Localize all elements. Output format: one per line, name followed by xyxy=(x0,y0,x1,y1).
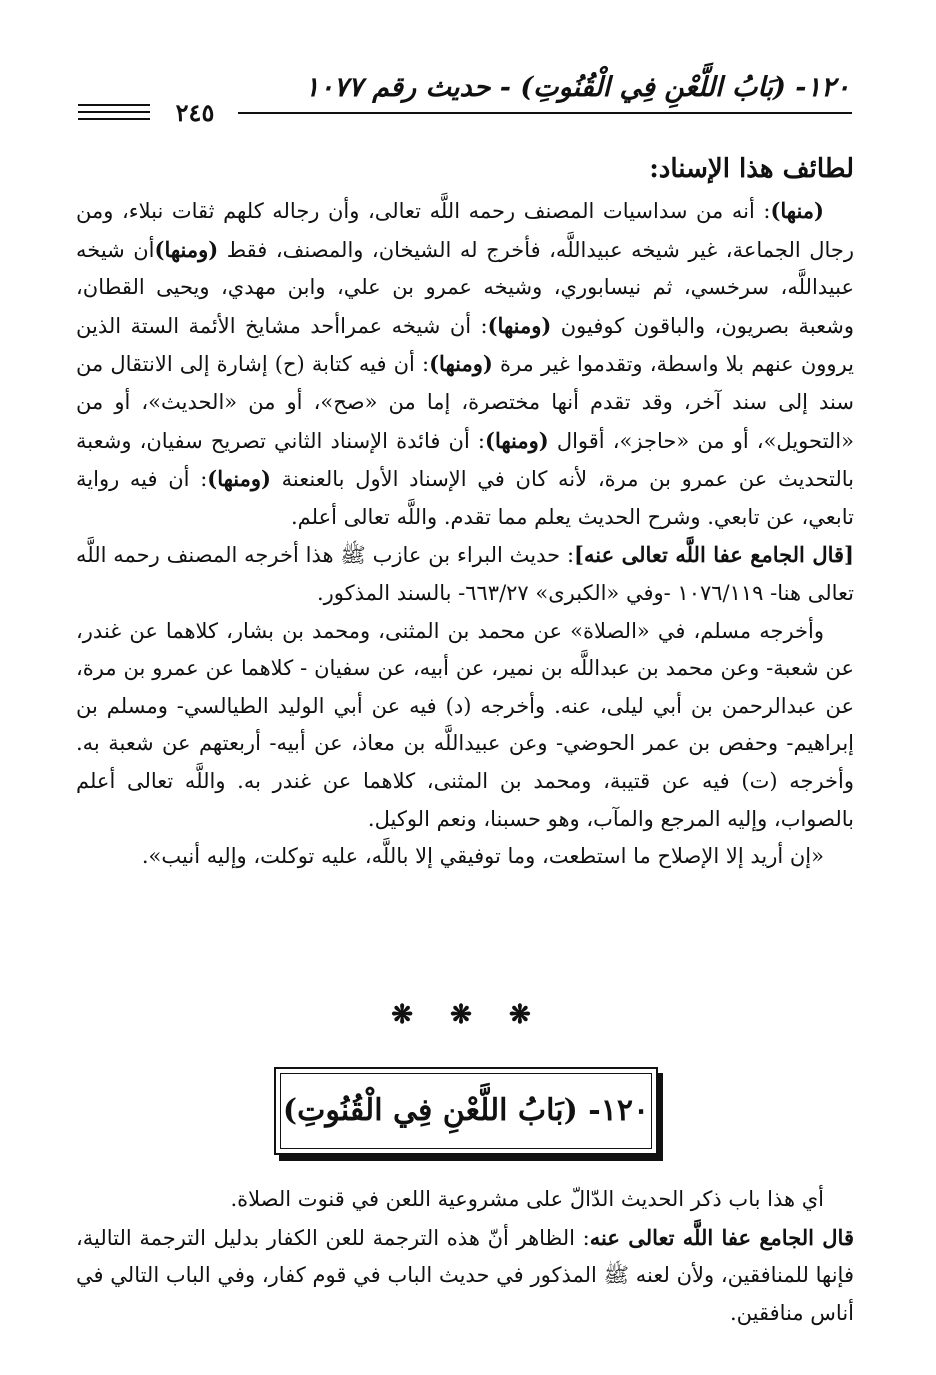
lataif-body xyxy=(76,192,854,876)
takhrij-paragraph: وأخرجه مسلم، في «الصلاة» عن محمد بن المثنى، ومحمد بن بشار، كلاهما عن غندر، عن شعبة- وعن محمد بن عبداللَّه بن نمير، عن أبيه، عن سفيان - كلاهما عن عمرو بن مرة، عن عبدالرحمن بن أبي ليلى، عنه. وأخرجه (د) فيه عن أبي الوليد الطيالسي- ومسلم بن إبراهيم- وحفص بن عمر الحوضي- وعن عبيداللَّه بن معاذ، عن أبيه- أربعتهم عن شعبة به. وأخرجه (ت) فيه عن قتيبة، ومحمد بن المثنى، كلاهما عن غندر به. واللَّه تعالى أعلم بالصواب، وإليه المرجع والمآب، وهو حسبنا، ونعم الوكيل. xyxy=(76,618,854,831)
closing-quote: «إن أريد إلا الإصلاح ما استطعت، وما توفيقي إلا باللَّه، عليه توكلت، وإليه أنيب». xyxy=(141,844,824,869)
chapter-title-box xyxy=(274,1067,658,1155)
section-separator: ❋ ❋ ❋ xyxy=(391,1000,545,1030)
chapter-note-paragraph: قال الجامع عفا اللَّه تعالى عنه: الظاهر أنّ هذه الترجمة للعن الكفار بدليل الترجمة التالية، فإنها للمنافقين، ولأن لعنه ﷺ المذكور في حديث الباب في قوم كفار، وفي الباب التالي في أناس منافقين. xyxy=(76,1224,854,1325)
chapter-title: ١٢٠- (بَابُ اللَّعْنِ فِي الْقُنُوتِ) xyxy=(282,1093,650,1128)
jami-note-paragraph: [قال الجامع عفا اللَّه تعالى عنه]: حديث البراء بن عازب ﷺ هذا أخرجه المصنف رحمه اللَّه تعالى هنا- ١٠٧٦/١١٩ -وفي «الكبرى» ٦٦٣/٢٧- بالسند المذكور. xyxy=(76,542,854,605)
page-number: ٢٤٥ xyxy=(175,98,215,127)
header-double-rule xyxy=(78,104,150,125)
chapter-body xyxy=(76,1181,854,1332)
running-header-title: ١٢٠- (بَابُ اللَّعْنِ فِي الْقُنُوتِ) - حديث رقم ١٠٧٧ xyxy=(304,72,850,103)
lataif-paragraph: (منها): أنه من سداسيات المصنف رحمه اللَّه تعالى، وأن رجاله كلهم ثقات نبلاء، ومن رجال الجماعة، غير شيخه عبيداللَّه، فأخرج له الشيخان، والمصنف، فقط (ومنها)أن شيخه عبيداللَّه، سرخسي، ثم نيسابوري، وشيخه عمرو بن علي، وابن مهدي، ويحيى القطان، وشعبة بصريون، والباقون كوفيون (ومنها): أن شيخه عمراأحد مشايخ الأئمة الستة الذين يروون عنهم بلا واسطة، وتقدموا غير مرة (ومنها): أن فيه كتابة (ح) إشارة إلى الانتقال من سند إلى سند آخر، وقد تقدم أنها مختصرة، إما من «صح»، أو من «الحديث»، أو من «التحويل»، أو من «حاجز»، أقوال (ومنها): أن فائدة الإسناد الثاني تصريح سفيان، وشعبة بالتحديث عن عمرو بن مرة، لأنه كان في الإسناد الأول بالعنعنة (ومنها): أن فيه رواية تابعي، عن تابعي. وشرح الحديث يعلم مما تقدم. واللَّه تعالى أعلم. xyxy=(76,198,854,529)
chapter-intro: أي هذا باب ذكر الحديث الدّالّ على مشروعية اللعن في قنوت الصلاة. xyxy=(230,1187,824,1211)
section-heading: لطائف هذا الإسناد: xyxy=(649,154,854,184)
header-rule xyxy=(238,112,852,114)
